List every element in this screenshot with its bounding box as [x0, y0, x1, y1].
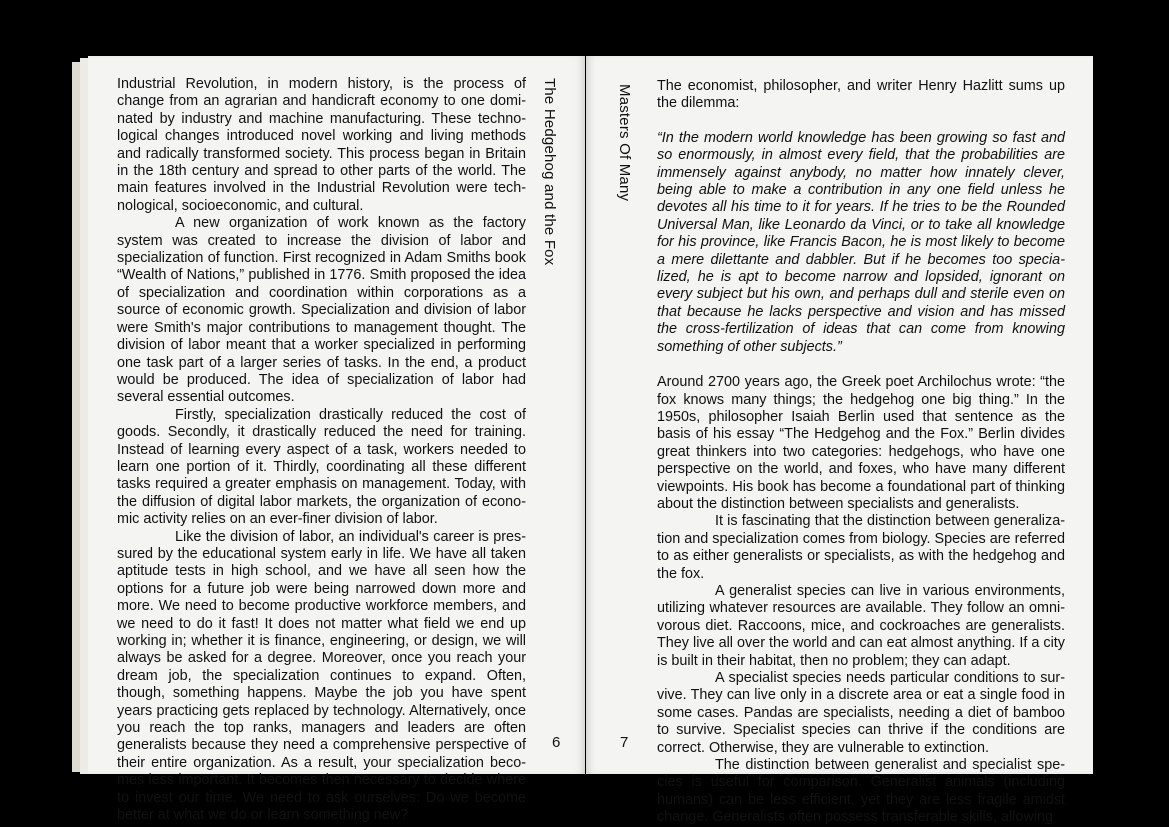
right-body-text: [657, 78, 1065, 827]
paragraph: Industrial Revolution, in modern history, is the process of change from an agrarian and handicraft economy to one dominated by industry and machine manufacturing. These technological changes introduced novel working and living methods and radically transformed society. This process began in Britain in the 18th century and spread to other parts of the world. The main features involved in the Industrial Revolution were technological, socioeconomic, and cultural.: [117, 76, 526, 214]
paragraph: It is fascinating that the distinction between generalization and specialization comes from biology. Species are referred to as either generalists or specialists, as with the hedgehog and the fox.: [657, 513, 1065, 582]
paragraph: Firstly, specialization drastically reduced the cost of goods. Secondly, it drastically reduced the need for training. Instead of learning every aspect of a task, workers needed to learn one portion of it. Thirdly, coordinating all these different tasks required a greater emphasis on management. Today, with the diffusion of digital labor markets, the organization of economic activity relies on an ever-finer division of labor.: [117, 406, 526, 528]
running-title: The Hedgehog and the Fox: [541, 78, 558, 266]
page-number: 6: [552, 734, 561, 751]
paragraph: A generalist species can live in various environments, utilizing whatever resources are available. They follow an omnivorous diet. Raccoons, mice, and cockroaches are generalists. They live all over the world and can eat almost anything. If a city is built in their habitat, then no problem; they can adapt.: [657, 582, 1065, 669]
running-title: Masters Of Many: [616, 84, 633, 202]
paragraph: A new organization of work known as the factory system was created to increase the division of labor and specialization of function. First recognized in Adam Smiths book “Wealth of Nations,” published in 1776. Smith proposed the idea of specialization and coordination within corporations as a source of economic growth. Specialization and division of labor were Smith's major contributions to management thought. The division of labor meant that a worker specialized in performing one task part of a larger series of tasks. In the end, a product would be produced. The idea of specialization of labor had several essential outcomes.: [117, 215, 526, 406]
page-number: 7: [620, 734, 629, 751]
block-quote: “In the modern world knowledge has been growing so fast and so enormously, in almost every field, that the probabilities are immensely against anybody, no matter how innately clever, being able to make a contribution in any one field unless he devotes all his time to it for years. If he tries to be the Rounded Universal Man, like Leonardo da Vinci, or to take all knowledge for his province, like Francis Bacon, he is most likely to become a mere dilettante and dabbler. But if he becomes too specialized, he is apt to become narrow and lopsided, ignorant on every subject but his own, and perhaps dull and sterile even on that because he lacks perspective and vision and has missed the cross-fertilization of ideas that can come from knowing something of other subjects.”: [657, 129, 1065, 355]
right-page: [586, 56, 1093, 826]
paragraph: Around 2700 years ago, the Greek poet Archilochus wrote: “the fox knows many things; the hedgehog one big thing.” In the 1950s, philosopher Isaiah Berlin used that sentence as the basis of his essay “The Hedgehog and the Fox.” Berlin divides great thinkers into two categories: hedgehogs, who have one perspective on the world, and foxes, who have many different viewpoints. His book has become a foundational part of thinking about the distinction between specialists and generalists.: [657, 374, 1065, 512]
intro-paragraph: The economist, philosopher, and writer Henry Hazlitt sums up the dilemma:: [657, 78, 1065, 112]
left-body-text: [117, 76, 526, 824]
paragraph: Like the division of labor, an individual's career is pressured by the educational system early in life. We have all taken aptitude tests in high school, and we have all seen how the options for a future job were being narrowed down more and more. We need to become productive workforce members, and we need to do it fast! It does not matter what field we end up working in; whether it is finance, engineering, or design, we will always be asked for a degree. Moreover, once you reach your dream job, the specialization continues to expand. Often, though, something happens. Maybe the job you have spent years practicing gets replaced by technology. Alternatively, once you reach the top ranks, managers and leaders are often generalists because they need a comprehensive perspective of their entire organization. As a result, your specialization becomes less important. It becomes then necessary to decide where to invest our time. We need to ask ourselves: Do we become better at what we do or learn something new?: [117, 528, 526, 824]
left-page: [88, 56, 585, 824]
paragraph: The distinction between generalist and specialist species is useful for comparison. Generalist animals (including humans) can be less efficient, yet they are less fragile amidst change. Generalists often possess transferable skills, allowing: [657, 757, 1065, 826]
paragraph: A specialist species needs particular conditions to survive. They can live only in a discrete area or eat a single food in some cases. Pandas are specialists, needing a diet of bamboo to survive. Specialist species can thrive if the conditions are correct. Otherwise, they are vulnerable to extinction.: [657, 670, 1065, 756]
